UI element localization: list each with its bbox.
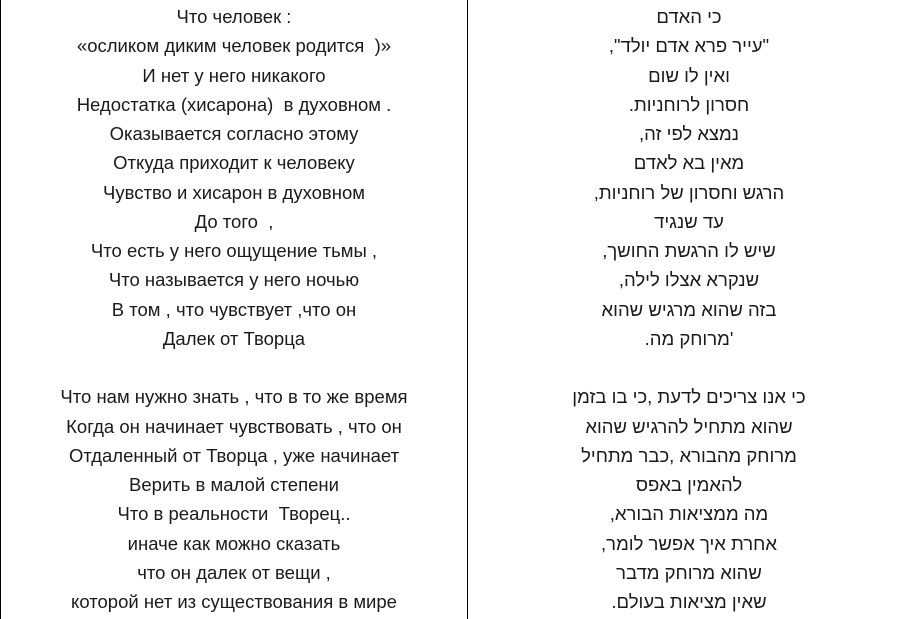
ru-line-1: Что человек : xyxy=(176,6,292,27)
ru-line-18: иначе как можно сказать xyxy=(127,532,341,554)
hebrew-original-column xyxy=(468,0,910,619)
he-line-1: כי האדם xyxy=(656,6,722,27)
he-line-20: שאין מציאות בעולם. xyxy=(611,591,767,612)
ru-line-4: Недостатка (хисарона) в духовном . xyxy=(76,93,392,115)
he-line-16: להאמין באפס xyxy=(635,474,743,495)
he-line-17: מה ממציאות הבורא, xyxy=(609,503,769,525)
he-line-2: "עייר פרא אדם יולד", xyxy=(608,35,770,57)
ru-line-5: Оказывается согласно этому xyxy=(109,123,359,144)
he-line-13: כי אנו צריכים לדעת ,כי בו בזמן xyxy=(572,386,806,408)
ru-line-10: Что называется у него ночью xyxy=(108,269,360,291)
ru-line-13: Что нам нужно знать , что в то же время xyxy=(60,386,408,408)
he-line-10: שנקרא אצלו לילה, xyxy=(618,269,760,291)
he-line-14: שהוא מתחיל להרגיש שהוא xyxy=(585,415,793,437)
ru-line-7: Чувство и хисарон в духовном xyxy=(103,181,365,203)
ru-line-3: И нет у него никакого xyxy=(142,64,326,86)
ru-line-20: которой нет из существования в мире xyxy=(71,591,397,612)
ru-line-17: Что в реальности Творец.. xyxy=(117,503,351,525)
ru-line-8: До того , xyxy=(194,210,274,232)
he-line-8: עד שנגיד xyxy=(654,210,724,232)
ru-line-12: Далек от Творца xyxy=(162,327,306,349)
he-line-4: חסרון לרוחניות. xyxy=(628,93,750,115)
he-line-18: אחרת איך אפשר לומר, xyxy=(601,532,777,554)
ru-line-6: Откуда приходит к человеку xyxy=(113,152,355,174)
he-line-19: שהוא מרוחק מדבר xyxy=(616,561,762,583)
ru-line-9: Что есть у него ощущение тьмы , xyxy=(90,240,378,261)
ru-line-2: «осликом диким человек родится )» xyxy=(76,35,392,57)
he-line-3: ואין לו שום xyxy=(648,64,730,86)
ru-line-16: Верить в малой степени xyxy=(129,474,339,495)
he-line-11: בזה שהוא מרגיש שהוא xyxy=(601,298,777,320)
ru-line-19: что он далек от вещи , xyxy=(137,561,331,583)
he-line-6: מאין בא לאדם xyxy=(633,152,745,174)
he-line-5: נמצא לפי זה, xyxy=(639,123,739,144)
he-line-9: שיש לו הרגשת החושך, xyxy=(602,240,776,261)
he-line-7: הרגש וחסרון של רוחניות, xyxy=(593,181,785,203)
he-line-15: מרוחק מהבורא ,כבר מתחיל xyxy=(581,444,797,466)
ru-line-14: Когда он начинает чувствовать , что он xyxy=(66,415,402,437)
ru-line-11: В том , что чувствует ,что он xyxy=(111,298,357,320)
ru-line-15: Отдаленный от Творца , уже начинает xyxy=(68,444,400,466)
he-line-12: 'מרוחק מה. xyxy=(644,327,734,349)
